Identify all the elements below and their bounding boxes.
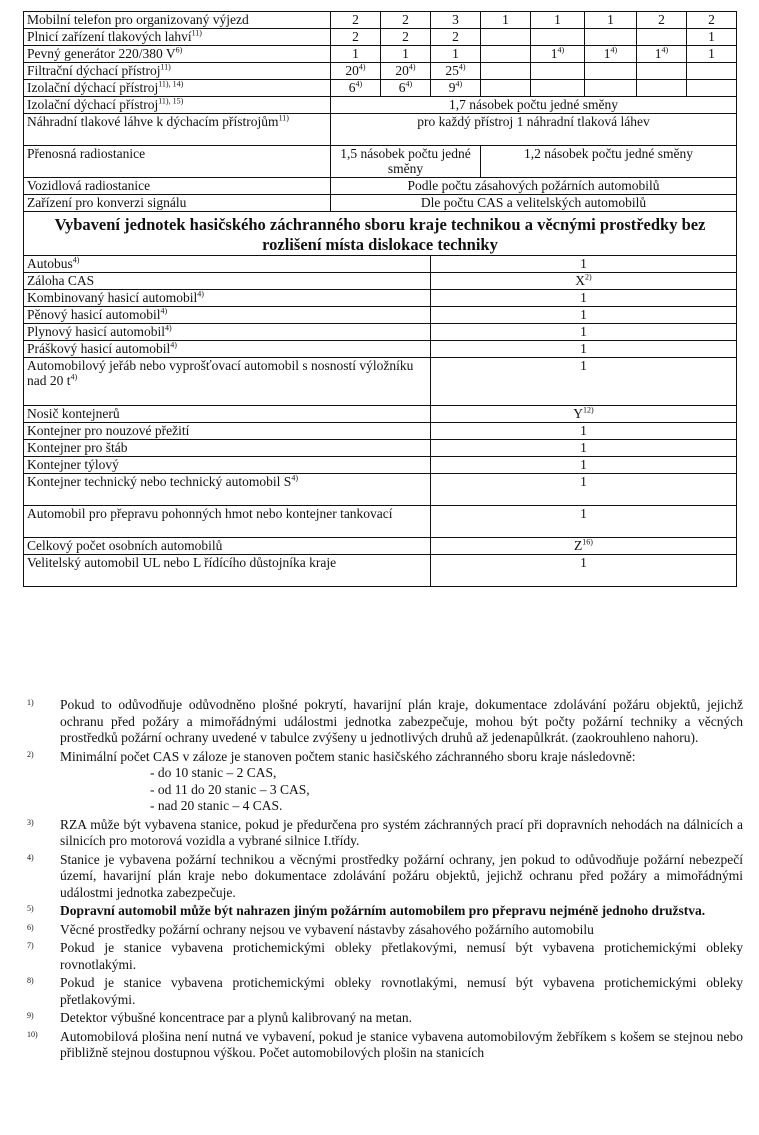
row-label <box>24 290 431 307</box>
row-label-text: Autobus <box>27 256 73 271</box>
value-cell-split: 1,2 násobek počtu jedné směny <box>481 146 737 178</box>
row-label-text: Práškový hasicí automobil <box>27 341 171 356</box>
footnote-ref: 4) <box>165 323 172 333</box>
value-cell <box>637 80 687 97</box>
footnote-ref: 4) <box>197 289 204 299</box>
value-cell: 2 <box>687 12 737 29</box>
table-row <box>24 324 737 341</box>
footnotes <box>23 697 743 1064</box>
value-cell: 25$^{4)}$ <box>431 63 481 80</box>
value-cell: 1 <box>431 474 737 506</box>
footnote-ref: 4) <box>291 473 298 483</box>
footnote-number: 8) <box>27 976 34 985</box>
table-row <box>24 506 737 538</box>
footnote-number: 1) <box>27 698 34 707</box>
footnote-text <box>60 697 743 747</box>
value-cell <box>585 29 637 46</box>
row-label-text: Celkový počet osobních automobilů <box>27 538 223 553</box>
value-cell <box>531 63 585 80</box>
value-cell: 20$^{4)}$ <box>331 63 381 80</box>
footnote-text <box>60 1029 743 1062</box>
footnote-text <box>60 817 743 850</box>
table-row <box>24 195 737 212</box>
section-title: Vybavení jednotek hasičského záchranného sboru kraje technikou a věcnými prostředky bez rozlišení místa dislokace techniky <box>24 212 737 256</box>
footnote-number: 5) <box>27 904 34 913</box>
footnote-sub-item: - od 11 do 20 stanic – 3 CAS, <box>150 781 310 797</box>
footnote-body: Detektor výbušné koncentrace par a plynů kalibrovaný na metan. <box>60 1010 412 1025</box>
footnote-ref: 11) <box>191 28 202 38</box>
value-cell: 1 <box>431 555 737 587</box>
value-cell: 1 <box>431 358 737 406</box>
footnote <box>23 697 743 747</box>
value-cell <box>481 63 531 80</box>
row-label <box>24 46 331 63</box>
row-label-text: Filtrační dýchací přístroj <box>27 63 161 78</box>
footnote <box>23 1029 743 1062</box>
value-cell <box>585 63 637 80</box>
table-row <box>24 63 737 80</box>
footnote-ref: 4) <box>458 62 466 72</box>
footnote-ref: 4) <box>170 340 177 350</box>
row-label <box>24 273 431 290</box>
document-page <box>23 11 736 587</box>
value-cell-span: 1,7 násobek počtu jedné směny <box>331 97 737 114</box>
footnote-body: Minimální počet CAS v záloze je stanoven počtem stanic hasičského záchranného sboru kraje následovně: <box>60 748 636 764</box>
table-row <box>24 423 737 440</box>
row-label-text: Velitelský automobil UL nebo L řídícího důstojníka kraje <box>27 555 337 570</box>
table-row <box>24 178 737 195</box>
footnote-body: Pokud je stanice vybavena protichemickými obleky přetlakovými, nemusí být vybavena protichemickými obleky rovnotlakými. <box>60 940 743 972</box>
footnote-body: Dopravní automobil může být nahrazen jiným požárním automobilem pro přepravu nejméně jednoho družstva. <box>60 903 706 918</box>
row-label-text: Plynový hasicí automobil <box>27 324 165 339</box>
footnote-ref: 6) <box>175 45 183 55</box>
value-cell: 1 <box>431 341 737 358</box>
footnote-ref: 2) <box>585 272 592 282</box>
table2-body <box>24 256 737 587</box>
row-label <box>24 307 431 324</box>
value-cell: 1 <box>431 290 737 307</box>
row-label-text: Izolační dýchací přístroj <box>27 97 159 112</box>
footnote-ref: 11) <box>278 113 289 123</box>
row-label-text: Záloha CAS <box>27 273 95 288</box>
row-label <box>24 440 431 457</box>
value-cell: 1 <box>331 46 381 63</box>
value-cell: 1 <box>531 12 585 29</box>
section-title-row <box>24 212 737 256</box>
row-label <box>24 114 331 146</box>
footnote-number: 3) <box>27 817 34 827</box>
footnote-text <box>60 749 743 815</box>
footnote-text <box>60 852 743 902</box>
footnote-number: 2) <box>27 749 34 759</box>
value-cell: 1$^{4)}$ <box>585 46 637 63</box>
footnote-text <box>60 940 743 973</box>
value-cell: 1 <box>687 29 737 46</box>
footnote <box>23 922 743 939</box>
table-row <box>24 97 737 114</box>
footnote-number: 6) <box>27 922 34 932</box>
value-cell: 1 <box>585 12 637 29</box>
row-label <box>24 80 331 97</box>
row-label <box>24 341 431 358</box>
value-cell: $Z^{16)}$ <box>431 538 737 555</box>
row-label <box>24 12 331 29</box>
footnote-ref: 4) <box>455 79 463 89</box>
row-label-text: Vozidlová radiostanice <box>27 178 151 193</box>
table-row <box>24 80 737 97</box>
table-row <box>24 474 737 506</box>
value-cell-split: 1,5 násobek počtu jedné směny <box>331 146 481 178</box>
row-label <box>24 146 331 178</box>
row-label-text: Izolační dýchací přístroj <box>27 80 159 95</box>
footnote <box>23 817 743 850</box>
footnote-ref: 4) <box>72 255 80 265</box>
table-row <box>24 341 737 358</box>
row-label <box>24 324 431 341</box>
table-row <box>24 406 737 423</box>
row-label-text: Automobil pro přepravu pohonných hmot nebo kontejner tankovací <box>27 506 393 521</box>
row-label <box>24 506 431 538</box>
footnote-ref: 4) <box>408 62 416 72</box>
row-label-text: Kontejner týlový <box>27 457 119 472</box>
value-cell <box>637 29 687 46</box>
row-label-text: Přenosná radiostanice <box>27 146 146 161</box>
value-cell: 1 <box>431 307 737 324</box>
row-label <box>24 256 431 273</box>
row-label <box>24 423 431 440</box>
value-cell: 6$^{4)}$ <box>331 80 381 97</box>
row-label-text: Náhradní tlakové láhve k dýchacím přístrojům <box>27 114 279 129</box>
table1-body <box>24 12 737 212</box>
value-cell: 1 <box>381 46 431 63</box>
value-cell: 2 <box>331 12 381 29</box>
value-cell: 1$^{4)}$ <box>637 46 687 63</box>
table-row <box>24 12 737 29</box>
footnote-text <box>60 903 743 920</box>
footnote-body: RZA může být vybavena stanice, pokud je předurčena pro systém záchranných prací při dopravních nehodách na dálnicích a silnicích pro motorová vozidla a vybrané silnice I.třídy. <box>60 816 743 848</box>
row-label-text: Zařízení pro konverzi signálu <box>27 195 187 210</box>
row-label <box>24 97 331 114</box>
value-cell-span: Podle počtu zásahových požárních automobilů <box>331 178 737 195</box>
row-label <box>24 29 331 46</box>
table-row <box>24 29 737 46</box>
value-cell: 1 <box>431 423 737 440</box>
table-row <box>24 457 737 474</box>
footnote-sub-item: - do 10 stanic – 2 CAS, <box>150 765 277 780</box>
footnote-ref: 11), 14) <box>158 79 184 89</box>
value-cell <box>481 46 531 63</box>
footnote-ref: 11) <box>160 62 171 72</box>
value-cell: 2 <box>381 12 431 29</box>
value-cell: 2 <box>637 12 687 29</box>
table-row <box>24 290 737 307</box>
table-row <box>24 307 737 324</box>
footnote-text <box>60 922 743 939</box>
footnote <box>23 940 743 973</box>
value-cell: 1$^{4)}$ <box>531 46 585 63</box>
value-cell <box>481 29 531 46</box>
value-cell: $X^{2)}$ <box>431 273 737 290</box>
value-cell <box>687 80 737 97</box>
value-cell <box>531 29 585 46</box>
row-label-text: Plnicí zařízení tlakových lahví <box>27 29 192 44</box>
value-cell: 1 <box>481 12 531 29</box>
row-label <box>24 457 431 474</box>
table-row <box>24 273 737 290</box>
value-cell: 6$^{4)}$ <box>381 80 431 97</box>
footnote-text <box>60 1010 743 1027</box>
table-row <box>24 555 737 587</box>
row-label-text: Mobilní telefon pro organizovaný výjezd <box>27 12 249 27</box>
row-label <box>24 195 331 212</box>
row-label <box>24 358 431 406</box>
value-cell: 1 <box>431 457 737 474</box>
footnote <box>23 1010 743 1027</box>
value-cell <box>531 80 585 97</box>
footnote-body: Pokud to odůvodňuje odůvodněno plošné pokrytí, havarijní plán kraje, dokumentace zdolávání požáru objektů, jejichž ochranu před požáry a mimořádnými událostmi jednotka zabezpečuje, mohou být počty požární techniky a věcných prostředků požární ochrany uvedené v tabulce zvýšeny u jednotlivých druhů až jedenapůlkrát. (zaokrouhleno nahoru). <box>60 697 743 745</box>
row-label-text: Kontejner pro štáb <box>27 440 128 455</box>
value-cell: 2 <box>431 29 481 46</box>
row-label-text: Pevný generátor 220/380 V <box>27 46 176 61</box>
value-cell <box>637 63 687 80</box>
footnote-ref: 4) <box>358 62 366 72</box>
value-cell: 1 <box>431 440 737 457</box>
footnote-body: Pokud je stanice vybavena protichemickými obleky rovnotlakými, nemusí být vybavena protichemickými obleky přetlakovými. <box>60 975 743 1007</box>
row-label-text: Kontejner pro nouzové přežití <box>27 423 190 438</box>
footnote-number: 9) <box>27 1011 34 1020</box>
footnote <box>23 852 743 902</box>
row-label <box>24 406 431 423</box>
table-row <box>24 358 737 406</box>
row-label <box>24 538 431 555</box>
footnote-number: 7) <box>27 941 34 950</box>
equipment-table <box>23 11 737 587</box>
value-cell: $Y^{12)}$ <box>431 406 737 423</box>
footnote-sub-item: - nad 20 stanic – 4 CAS. <box>150 798 283 813</box>
row-label <box>24 63 331 80</box>
row-label-text: Kombinovaný hasicí automobil <box>27 290 198 305</box>
row-label-text: Automobilový jeřáb nebo vyprošťovací automobil s nosností výložníku nad 20 t <box>27 358 414 388</box>
value-cell <box>481 80 531 97</box>
table-row <box>24 256 737 273</box>
value-cell: 2 <box>331 29 381 46</box>
value-cell-span: Dle počtu CAS a velitelských automobilů <box>331 195 737 212</box>
value-cell: 1 <box>431 506 737 538</box>
footnote-ref: 4) <box>160 306 168 316</box>
footnote-body: Věcné prostředky požární ochrany nejsou ve vybavení nástavby zásahového požárního automobilu <box>60 921 594 937</box>
footnote-ref: 4) <box>557 45 565 55</box>
table-row <box>24 538 737 555</box>
footnote-body: Automobilová plošina není nutná ve vybavení, pokud je stanice vybavena automobilovým žebříkem s košem se stejnou nebo přibližně stejnou dostupnou výškou. Počet automobilových plošin na stanicích <box>60 1028 743 1060</box>
value-cell <box>585 80 637 97</box>
footnote-text <box>60 975 743 1008</box>
footnote <box>23 975 743 1008</box>
footnote-ref: 4) <box>610 45 618 55</box>
value-cell: 1 <box>687 46 737 63</box>
footnote <box>23 749 743 815</box>
row-label <box>24 178 331 195</box>
footnote-number: 4) <box>27 852 34 862</box>
value-cell: 3 <box>431 12 481 29</box>
value-cell: 20$^{4)}$ <box>381 63 431 80</box>
footnote-ref: 11), 15) <box>158 96 184 106</box>
footnote-number: 10) <box>27 1029 38 1039</box>
table-row <box>24 46 737 63</box>
value-cell <box>687 63 737 80</box>
footnote-ref: 16) <box>582 537 593 547</box>
value-cell: 1 <box>431 46 481 63</box>
footnote-ref: 4) <box>661 45 669 55</box>
row-label <box>24 555 431 587</box>
row-label-text: Nosič kontejnerů <box>27 406 120 421</box>
row-label-text: Kontejner technický nebo technický automobil S <box>27 474 292 489</box>
footnote-ref: 4) <box>405 79 413 89</box>
value-cell: 2 <box>381 29 431 46</box>
table-row <box>24 440 737 457</box>
row-label <box>24 474 431 506</box>
footnote-ref: 4) <box>355 79 363 89</box>
value-cell-span: pro každý přístroj 1 náhradní tlaková láhev <box>331 114 737 146</box>
footnote-ref: 4) <box>70 372 78 382</box>
value-cell: 9$^{4)}$ <box>431 80 481 97</box>
value-cell: 1 <box>431 324 737 341</box>
footnote-ref: 12) <box>583 405 594 415</box>
value-cell: 1 <box>431 256 737 273</box>
table-row <box>24 114 737 146</box>
row-label-text: Pěnový hasicí automobil <box>27 307 161 322</box>
table-row <box>24 146 737 178</box>
footnote <box>23 903 743 920</box>
footnote-body: Stanice je vybavena požární technikou a věcnými prostředky požární ochrany, jen pokud to odůvodňuje požární nebezpečí území, havarijní plán kraje nebo dokumentace zdolávání požáru objektů, jejichž ochranu před požáry a mimořádnými událostmi jednotka zabezpečuje. <box>60 851 743 900</box>
